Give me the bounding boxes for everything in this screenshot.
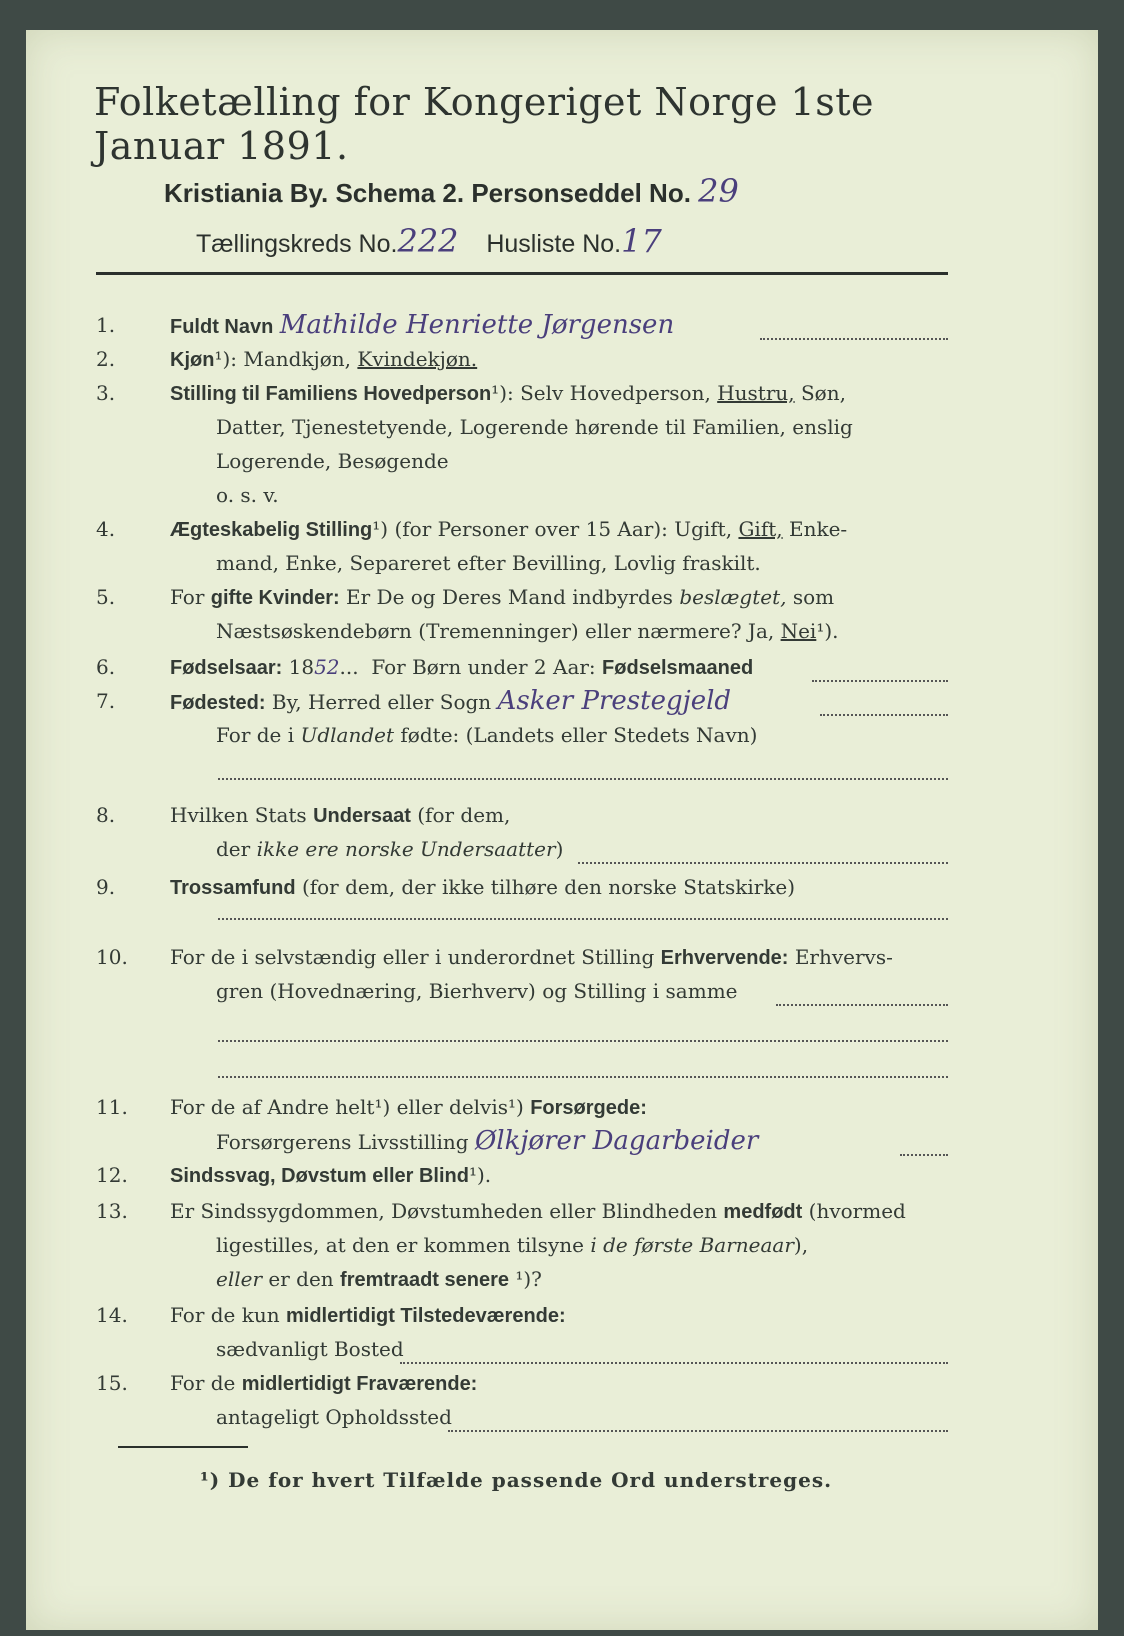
q7-line2-b: fødte: (Landets eller Stedets Navn) — [400, 723, 758, 747]
district-line — [196, 222, 662, 260]
q11-label: Forsørgede: — [530, 1097, 647, 1119]
q9-label: Trossamfund — [170, 877, 296, 899]
q5-line2 — [216, 614, 952, 648]
q2-label: Kjøn — [170, 349, 215, 371]
q4-selected: Gift, — [738, 517, 783, 541]
q5-label: gifte Kvinder: — [210, 587, 340, 609]
header-rule — [96, 272, 948, 275]
q4-options-b: Enke- — [788, 517, 848, 541]
q14-label: midlertidigt Tilstedeværende: — [285, 1305, 566, 1327]
q3-label: Stilling til Familiens Hovedperson — [170, 383, 492, 405]
q8-dotted-line — [578, 862, 948, 864]
provider-occupation-value: Ølkjører Dagarbeider — [474, 1126, 759, 1156]
q10-dotted-line — [776, 1004, 948, 1006]
husliste-label: Husliste No. — [486, 230, 622, 258]
q9-number: 9. — [96, 875, 116, 899]
q10-blank-line-2 — [218, 1076, 948, 1078]
q13-line3-italic: eller — [216, 1267, 263, 1291]
q13-line2 — [216, 1228, 952, 1262]
q2-selected: Kvindekjøn. — [357, 347, 478, 371]
krets-number: 222 — [397, 222, 459, 260]
q6-number: 6. — [96, 655, 116, 679]
husliste-number: 17 — [621, 222, 662, 260]
q12-label: Sindssvag, Døvstum eller Blind — [170, 1165, 469, 1187]
q13-number: 13. — [96, 1199, 128, 1223]
q11-text-a: For de af Andre helt¹) eller delvis¹) — [170, 1095, 524, 1119]
q13-text-a: Er Sindssygdommen, Døvstumheden eller Blindheden — [170, 1199, 718, 1223]
q4-line2: mand, Enke, Separeret efter Bevilling, Lovlig fraskilt. — [216, 551, 761, 575]
q13-line3-label: fremtraadt senere — [340, 1269, 509, 1291]
q10-line2: gren (Hovednæring, Bierhverv) og Stilling i samme — [216, 979, 738, 1003]
q1-dotted-line — [760, 338, 948, 340]
q2-options: ¹): Mandkjøn, — [214, 347, 352, 371]
q7-line2-italic: Udlandet — [300, 723, 395, 747]
q8-line2-italic: ikke ere norske Undersaatter — [256, 837, 556, 861]
q13-line3 — [216, 1262, 952, 1297]
q11-line2 — [216, 1124, 952, 1159]
q8-line2 — [216, 832, 952, 866]
q8-line2-b: ) — [555, 837, 564, 861]
q15-text-a: For de — [170, 1371, 236, 1395]
q5-number: 5. — [96, 585, 116, 609]
q10-text-a: For de i selvstændig eller i underordnet Stilling — [170, 945, 655, 969]
q13-line2-b: ), — [793, 1233, 809, 1257]
q15-number: 15. — [96, 1371, 128, 1395]
q10-blank-line-1 — [218, 1040, 948, 1042]
q5-text-b: som — [792, 585, 835, 609]
q6-year-prefix: 18 — [288, 655, 315, 679]
q3-line4: o. s. v. — [216, 483, 279, 507]
q5-line2-text: Næstsøskendebørn (Tremenninger) eller nærmere? Ja, — [216, 619, 775, 643]
q15-line2: antageligt Opholdssted — [216, 1405, 452, 1429]
q14-dotted-line — [400, 1362, 948, 1364]
q3-line3: Logerende, Besøgende — [216, 449, 449, 473]
birthplace-value: Asker Prestegjeld — [497, 686, 732, 716]
q5-italic: beslægtet, — [679, 585, 787, 609]
person-number: 29 — [698, 172, 739, 210]
q7-dotted-line — [820, 714, 948, 716]
q13-line2-a: ligestilles, at den er kommen tilsyne — [216, 1233, 584, 1257]
krets-label: Tællingskreds No. — [196, 230, 398, 258]
q7-label: Fødested: — [170, 692, 266, 714]
q8-number: 8. — [96, 803, 116, 827]
q13-line2-italic: i de første Barneaar — [590, 1233, 794, 1257]
footnote-rule — [118, 1446, 248, 1448]
q7-line2-a: For de i — [216, 723, 295, 747]
q15-dotted-line — [448, 1430, 948, 1432]
q3-selected: Hustru, — [717, 381, 795, 405]
q11-number: 11. — [96, 1095, 128, 1119]
q7-number: 7. — [96, 689, 116, 713]
q5-end: ¹). — [816, 619, 839, 643]
q1-number: 1. — [96, 313, 116, 337]
q4-label: Ægteskabelig Stilling — [170, 519, 373, 541]
q9-blank-line — [218, 918, 948, 920]
q5-selected: Nei — [780, 619, 817, 643]
full-name-value: Mathilde Henriette Jørgensen — [279, 310, 675, 340]
q9-text-b: (for dem, der ikke tilhøre den norske Statskirke) — [301, 875, 796, 899]
q8-label: Undersaat — [313, 805, 411, 827]
q5-pre: For — [170, 585, 205, 609]
q3-number: 3. — [96, 381, 116, 405]
q10-label: Erhvervende: — [660, 947, 789, 969]
q12-number: 12. — [96, 1163, 128, 1187]
footnote: ¹) De for hvert Tilfælde passende Ord understreges. — [200, 1468, 833, 1492]
q15-label: midlertidigt Fraværende: — [241, 1373, 478, 1395]
q6-dotted-line — [812, 680, 948, 682]
q7-text-a: By, Herred eller Sogn — [271, 690, 492, 714]
q2-number: 2. — [96, 347, 116, 371]
q6-text-b: For Børn under 2 Aar: — [371, 655, 596, 679]
q5-text-a: Er De og Deres Mand indbyrdes — [346, 585, 673, 609]
q3-options-b: Søn, — [800, 381, 846, 405]
q10-text-b: Erhvervs- — [794, 945, 893, 969]
q7-blank-line — [218, 778, 948, 780]
q3-line2: Datter, Tjenestetyende, Logerende hørende til Familien, enslig — [216, 415, 853, 439]
q7-line2 — [216, 718, 952, 752]
q3-options-a: ¹): Selv Hovedperson, — [491, 381, 711, 405]
q13-label: medfødt — [723, 1201, 803, 1223]
q13-line3-b: ¹)? — [515, 1267, 542, 1291]
schema-line — [164, 172, 739, 210]
q11-dotted-line — [900, 1154, 948, 1156]
q13-line3-a: er den — [268, 1267, 334, 1291]
q13-text-b: (hvormed — [808, 1199, 906, 1223]
birth-year-value: 52 — [314, 655, 340, 679]
q12-end: ¹). — [468, 1163, 492, 1187]
q6-label2: Fødselsmaaned — [602, 657, 754, 679]
q8-text-a: Hvilken Stats — [170, 803, 307, 827]
q10-number: 10. — [96, 945, 128, 969]
q8-line2-a: der — [216, 837, 251, 861]
q14-line2: sædvanligt Bosted — [216, 1337, 404, 1361]
schema-label: Kristiania By. Schema 2. Personseddel No. — [164, 178, 691, 208]
q1-label: Fuldt Navn — [170, 316, 274, 338]
q4-options-a: ¹) (for Personer over 15 Aar): Ugift, — [372, 517, 733, 541]
q14-number: 14. — [96, 1303, 128, 1327]
form-title: Folketælling for Kongeriget Norge 1ste Januar 1891. — [94, 80, 874, 168]
q11-line2-text: Forsørgerens Livsstilling — [216, 1130, 469, 1154]
q6-label: Fødselsaar: — [170, 657, 283, 679]
q8-text-b: (for dem, — [417, 803, 511, 827]
q4-number: 4. — [96, 517, 116, 541]
q14-text-a: For de kun — [170, 1303, 280, 1327]
